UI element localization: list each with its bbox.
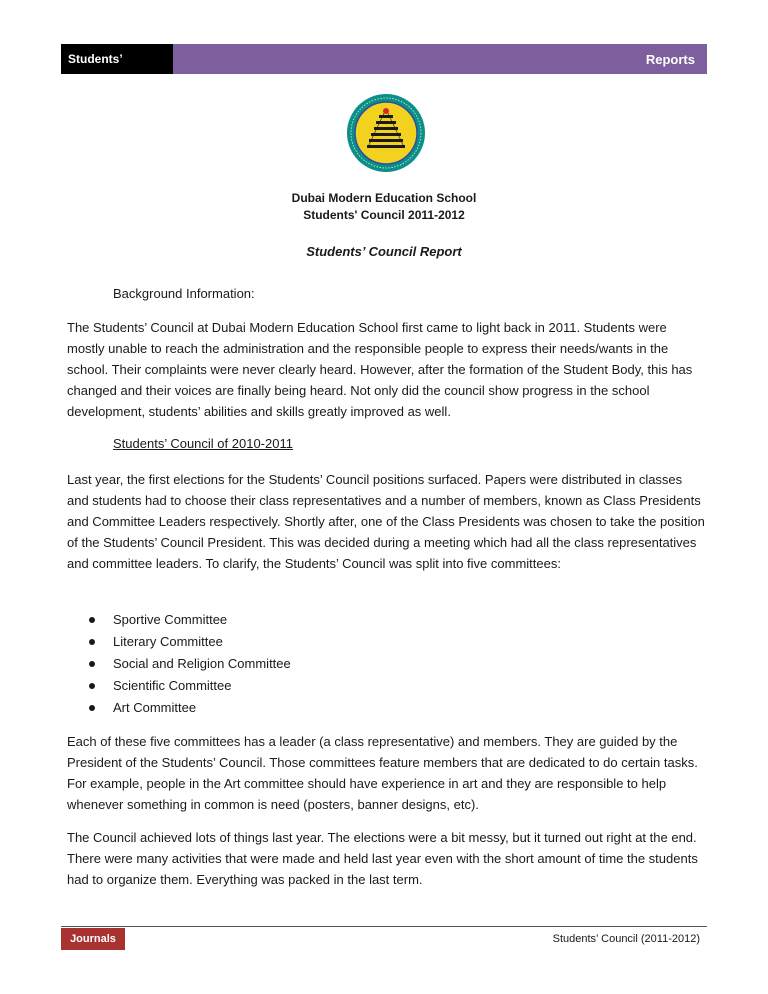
background-heading: Background Information: (113, 286, 255, 301)
footer-journals-label: Journals (61, 928, 125, 950)
council-year: Students' Council 2011-2012 (303, 208, 465, 222)
achievements-paragraph: The Council achieved lots of things last year. The elections were a bit messy, but it turned out right at the end. There were many activities that were made and held last year even with the short amount of time the students had to organize them. Everything was packed in the last term. (67, 830, 698, 887)
committees-paragraph: Each of these five committees has a leader (a class representative) and members. They are guided by the President of the Students’ Council. Those committees feature members that are dedicated to do certain tasks. For example, people in the Art committee should have experience in art and they are responsible to help whenever something in common is need (posters, banner designs, etc). (67, 734, 698, 812)
list-item: Social and Religion Committee (67, 653, 291, 675)
list-item: Art Committee (67, 697, 291, 719)
school-logo-icon (346, 93, 426, 173)
bullet-icon (89, 639, 95, 645)
list-item: Scientific Committee (67, 675, 291, 697)
committee-list (67, 609, 291, 719)
elections-paragraph: Last year, the first elections for the Students’ Council positions surfaced. Papers were distributed in classes and students had to choose their class representatives and a number of members, known as Class Presidents and Committee Leaders respectively. Shortly after, one of the Class Presidents was chosen to take the position of the Students’ Council President. This was decided during a meeting which had all the class representatives and committee leaders. To clarify, the Students’ Council was split into five committees: (67, 472, 705, 571)
footer-title: Students’ Council (2011-2012) (552, 933, 700, 945)
list-item: Sportive Committee (67, 609, 291, 631)
list-item: Literary Committee (67, 631, 291, 653)
background-paragraph: The Students’ Council at Dubai Modern Education School first came to light back in 2011. Students were mostly unable to reach the administration and the responsible people to express their needs/wants in the school. Their complaints were never clearly heard. However, after the formation of the Student Body, this has changed and their voices are finally being heard. Not only did the council show progress in the school development, students’ abilities and skills greatly improved as well. (67, 320, 693, 419)
footer-divider (61, 926, 707, 927)
title-block (61, 190, 707, 224)
bullet-icon (89, 661, 95, 667)
section-heading: Students’ Council of 2010-2011 (113, 436, 293, 451)
bullet-icon (89, 683, 95, 689)
header-section-label: Students’ Council (61, 44, 173, 74)
header-reports-label: Reports (645, 51, 695, 67)
bullet-icon (89, 617, 95, 623)
report-title: Students’ Council Report (306, 244, 462, 259)
bullet-icon (89, 705, 95, 711)
school-name: Dubai Modern Education School (291, 191, 477, 205)
header-bar (61, 44, 707, 96)
